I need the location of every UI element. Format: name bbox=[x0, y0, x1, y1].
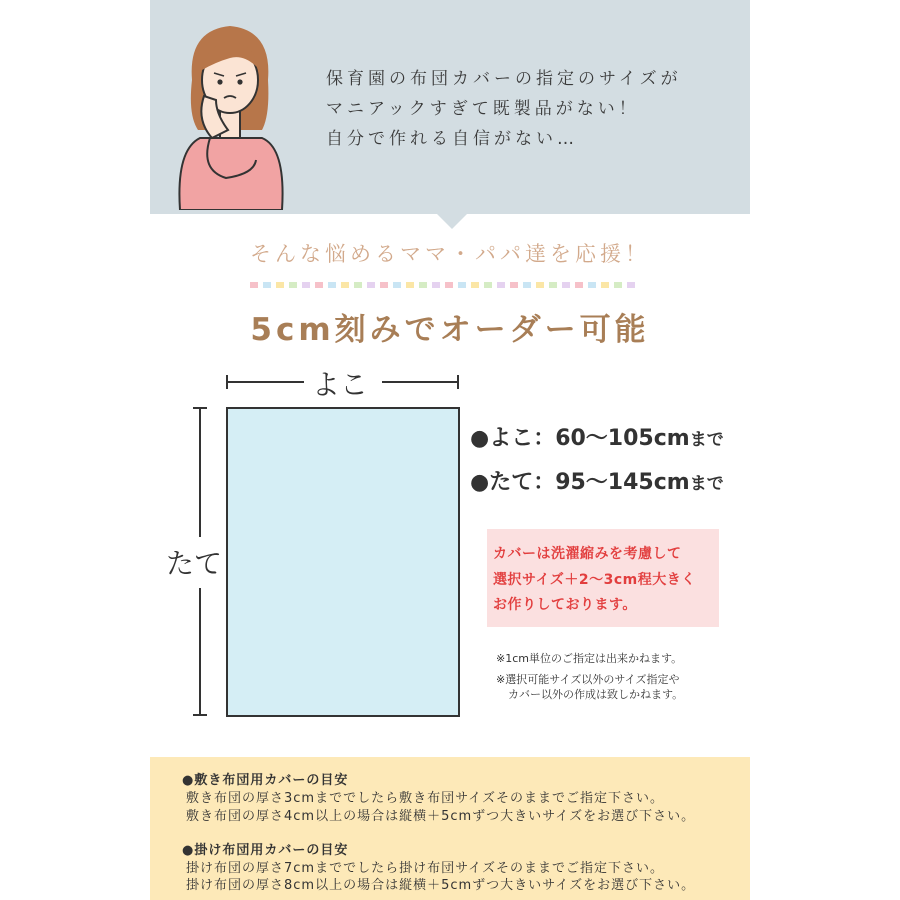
spec-yoko-label: ●よこ：60～105cm bbox=[470, 426, 690, 451]
shrinkage-note bbox=[487, 529, 719, 627]
speech-notch bbox=[436, 213, 468, 229]
support-text: そんな悩めるママ・パパ達を応援！ bbox=[250, 242, 650, 266]
spec-tate bbox=[470, 465, 724, 496]
note-line-2: 選択サイズ＋2～3cm程大きく bbox=[493, 572, 696, 588]
order-title: 5cm刻みでオーダー可能 bbox=[250, 312, 650, 348]
spec-tate-suffix: まで bbox=[689, 474, 724, 494]
tate-line-top bbox=[199, 407, 201, 537]
worry-line-3: 自分で作れる自信がない… bbox=[326, 129, 578, 149]
yoko-line-right bbox=[382, 381, 458, 383]
yoko-right-cap bbox=[457, 375, 459, 389]
yoko-line-left bbox=[226, 381, 304, 383]
size-guide bbox=[150, 757, 750, 900]
tate-line-bottom bbox=[199, 588, 201, 715]
product-info-page bbox=[150, 0, 750, 900]
kake-title: ●掛け布団用カバーの目安 bbox=[182, 843, 349, 858]
small-note-2: ※選択可能サイズ以外のサイズ指定や bbox=[496, 673, 680, 686]
kake-line-2: 掛け布団の厚さ8cm以上の場合は縦横＋5cmずつ大きいサイズをお選び下さい。 bbox=[186, 878, 696, 893]
note-line-1: カバーは洗濯縮みを考慮して bbox=[493, 546, 682, 562]
futon-cover-diagram bbox=[226, 407, 460, 717]
spec-yoko bbox=[470, 421, 724, 452]
tate-label: たて bbox=[166, 547, 223, 580]
dotted-divider bbox=[250, 282, 650, 288]
shiki-title: ●敷き布団用カバーの目安 bbox=[182, 773, 349, 788]
shiki-line-2: 敷き布団の厚さ4cm以上の場合は縦横＋5cmずつ大きいサイズをお選び下さい。 bbox=[186, 809, 696, 824]
worry-header bbox=[150, 0, 750, 214]
spec-yoko-suffix: まで bbox=[689, 430, 724, 450]
shiki-line-1: 敷き布団の厚さ3cmまででしたら敷き布団サイズそのままでご指定下さい。 bbox=[186, 791, 665, 806]
small-note-1: ※1cm単位のご指定は出来かねます。 bbox=[496, 652, 683, 665]
tate-bottom-cap bbox=[193, 714, 207, 716]
worry-line-2: マニアックすぎて既製品がない！ bbox=[326, 99, 640, 119]
kake-line-1: 掛け布団の厚さ7cmまででしたら掛け布団サイズそのままでご指定下さい。 bbox=[186, 861, 665, 876]
small-note-3: カバー以外の作成は致しかねます。 bbox=[508, 688, 684, 701]
spec-tate-label: ●たて：95～145cm bbox=[470, 470, 690, 495]
worry-line-1: 保育園の布団カバーの指定のサイズが bbox=[326, 69, 682, 89]
yoko-label: よこ bbox=[312, 368, 369, 401]
note-line-3: お作りしております。 bbox=[493, 597, 637, 613]
worried-woman-illustration bbox=[170, 10, 290, 210]
worry-text bbox=[326, 64, 736, 154]
